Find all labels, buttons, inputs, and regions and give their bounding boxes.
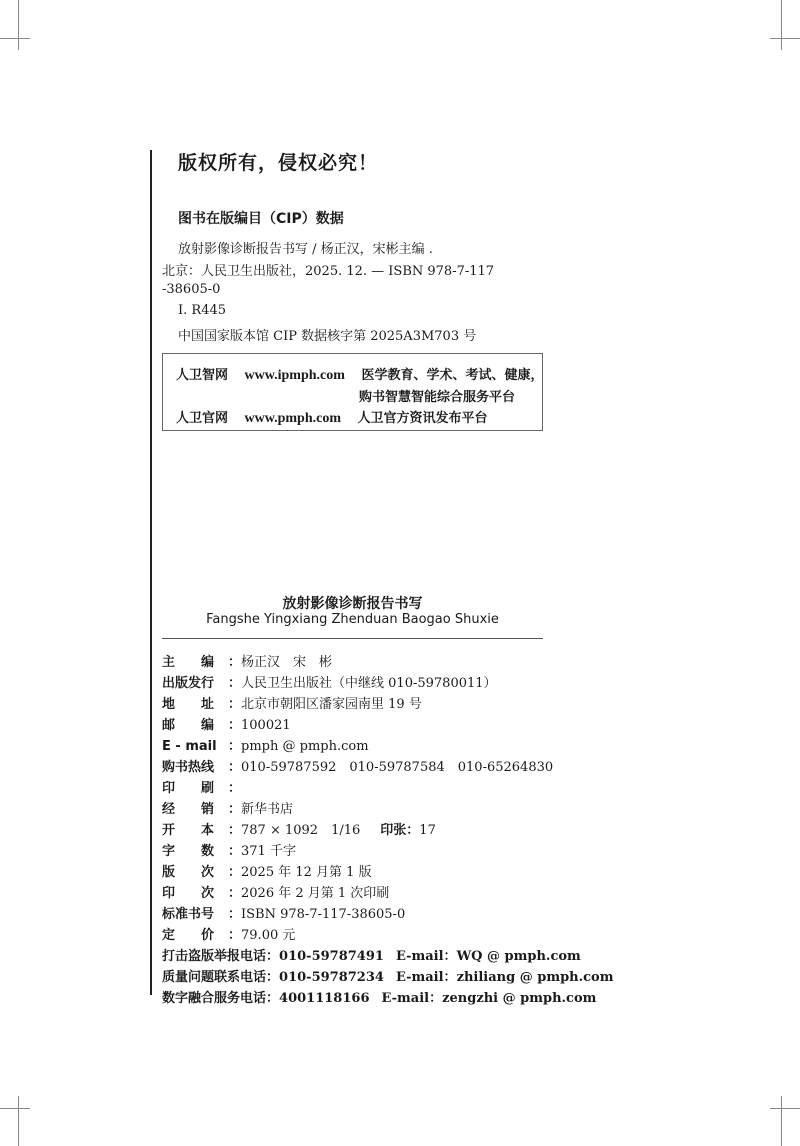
- cip-line-publisher-isbn: 北京：人民卫生出版社，2025. 12. — ISBN 978-7-117: [162, 264, 495, 279]
- spec-label: 定 价: [162, 928, 215, 943]
- platform-name: 人卫官网: [176, 411, 229, 426]
- spec-sheets-label: 印张: [380, 823, 407, 838]
- cip-line-classification: Ⅰ. R445: [178, 303, 227, 318]
- spec-label: 字 数: [162, 844, 215, 859]
- spec-hotline: [162, 756, 553, 775]
- crop-mark-bottom-right-h: [770, 1108, 800, 1109]
- spec-phone: 010-59787234: [279, 970, 384, 985]
- platform-row-ipmph-cont: [359, 386, 515, 405]
- spec-label: 印 刷: [162, 781, 215, 796]
- colon: ：: [228, 802, 242, 817]
- colon: ：: [429, 991, 443, 1006]
- spec-editor: [162, 651, 332, 670]
- spec-quality-hotline: [162, 966, 613, 985]
- colon: ：: [228, 928, 242, 943]
- spec-value: 新华书店: [241, 802, 294, 817]
- spec-label: 质量问题联系电话: [162, 970, 267, 985]
- crop-mark-top-right-h: [770, 38, 800, 39]
- spec-label: 数字融合服务电话: [162, 991, 267, 1006]
- spec-format: [162, 819, 436, 838]
- title-divider: [162, 638, 543, 639]
- cip-title: 图书在版编目（CIP）数据: [178, 211, 344, 227]
- spec-label: 出版发行: [162, 676, 215, 691]
- colon: ：: [228, 865, 242, 880]
- spec-address: [162, 693, 422, 712]
- colon: ：: [228, 760, 242, 775]
- spec-label: 版 次: [162, 865, 215, 880]
- spec-value: 010-59787592 010-59787584 010-65264830: [241, 760, 554, 775]
- spec-edition: [162, 861, 372, 880]
- book-title-pinyin: Fangshe Yingxiang Zhenduan Baogao Shuxie: [206, 612, 499, 627]
- cip-line-title-authors: 放射影像诊断报告书写 / 杨正汉，宋彬主编 .: [178, 242, 433, 257]
- colon: ：: [228, 907, 242, 922]
- spec-label: 地 址: [162, 697, 215, 712]
- spec-email: zhiliang @ pmph.com: [456, 970, 614, 985]
- spec-value: 79.00 元: [241, 928, 296, 943]
- cip-line-isbn-cont: -38605-0: [162, 282, 221, 297]
- spec-label: 打击盗版举报电话: [162, 949, 267, 964]
- spec-value: 人民卫生出版社（中继线 010-59780011）: [241, 676, 497, 691]
- spec-piracy-hotline: [162, 945, 581, 964]
- left-margin-rule: [150, 150, 152, 995]
- spec-value: pmph @ pmph.com: [241, 739, 369, 754]
- platform-url: www.pmph.com: [244, 411, 342, 426]
- colon: ：: [228, 718, 242, 733]
- crop-mark-top-left-v: [18, 0, 19, 50]
- colon: ：: [228, 676, 242, 691]
- crop-mark-bottom-left-v: [18, 1096, 19, 1146]
- spec-distributor: [162, 798, 293, 817]
- spec-value: ISBN 978-7-117-38605-0: [241, 907, 406, 922]
- crop-mark-bottom-right-v: [781, 1096, 782, 1146]
- colon: ：: [266, 991, 280, 1006]
- crop-mark-top-right-v: [781, 0, 782, 50]
- spec-value: 371 千字: [241, 844, 296, 859]
- spec-value: 2025 年 12 月第 1 版: [241, 865, 372, 880]
- spec-email-label: E-mail: [381, 991, 430, 1006]
- platform-description: 人卫官方资讯发布平台: [357, 411, 488, 426]
- spec-label: 标准书号: [162, 907, 215, 922]
- spec-value: 787 × 1092 1/16: [241, 823, 361, 838]
- colon: ：: [443, 970, 457, 985]
- colon: ：: [228, 886, 242, 901]
- platform-info-box: [162, 353, 543, 431]
- spec-email-label: E-mail: [395, 970, 444, 985]
- colon: ：: [406, 823, 420, 838]
- platform-name: 人卫智网: [176, 368, 229, 383]
- spec-value: 北京市朝阳区潘家园南里 19 号: [241, 697, 422, 712]
- spec-email-label: E-mail: [395, 949, 444, 964]
- spec-printer: [162, 777, 241, 796]
- colon: ：: [228, 697, 242, 712]
- spec-phone: 4001118166: [279, 991, 370, 1006]
- spec-phone: 010-59787491: [279, 949, 384, 964]
- spec-sheets-value: 17: [419, 823, 436, 838]
- copyright-notice: 版权所有，侵权必究！: [178, 152, 379, 174]
- spec-value: 2026 年 2 月第 1 次印刷: [241, 886, 390, 901]
- spec-label: 经 销: [162, 802, 215, 817]
- colon: ：: [228, 739, 242, 754]
- spec-value: 100021: [241, 718, 291, 733]
- spec-label: 印 次: [162, 886, 215, 901]
- spec-email: [162, 735, 369, 754]
- spec-value: 杨正汉 宋 彬: [241, 655, 333, 670]
- spec-label: 邮 编: [162, 718, 215, 733]
- spec-digital-hotline: [162, 987, 596, 1006]
- colon: ：: [228, 844, 242, 859]
- spec-impression: [162, 882, 389, 901]
- platform-row-pmph: [176, 407, 488, 427]
- crop-mark-top-left-h: [0, 38, 30, 39]
- platform-description: 医学教育、学术、考试、健康，: [361, 368, 544, 383]
- spec-isbn: [162, 903, 405, 922]
- colon: ：: [266, 970, 280, 985]
- spec-publisher: [162, 672, 497, 691]
- book-title: 放射影像诊断报告书写: [282, 596, 423, 612]
- spec-words: [162, 840, 296, 859]
- colon: ：: [443, 949, 457, 964]
- spec-label: E - mail: [162, 739, 217, 754]
- spec-price: [162, 924, 295, 943]
- spec-label: 开 本: [162, 823, 215, 838]
- colon: ：: [228, 781, 242, 796]
- spec-label: 购书热线: [162, 760, 215, 775]
- colon: ：: [228, 823, 242, 838]
- colon: ：: [266, 949, 280, 964]
- platform-row-ipmph: [176, 364, 543, 384]
- cip-line-record-number: 中国国家版本馆 CIP 数据核字第 2025A3M703 号: [178, 329, 477, 344]
- spec-postcode: [162, 714, 291, 733]
- spec-email: zengzhi @ pmph.com: [442, 991, 597, 1006]
- crop-mark-bottom-left-h: [0, 1108, 30, 1109]
- spec-email: WQ @ pmph.com: [456, 949, 581, 964]
- platform-url: www.ipmph.com: [244, 368, 345, 383]
- colon: ：: [228, 655, 242, 670]
- spec-label: 主 编: [162, 655, 215, 670]
- platform-description: 购书智慧智能综合服务平台: [359, 390, 516, 405]
